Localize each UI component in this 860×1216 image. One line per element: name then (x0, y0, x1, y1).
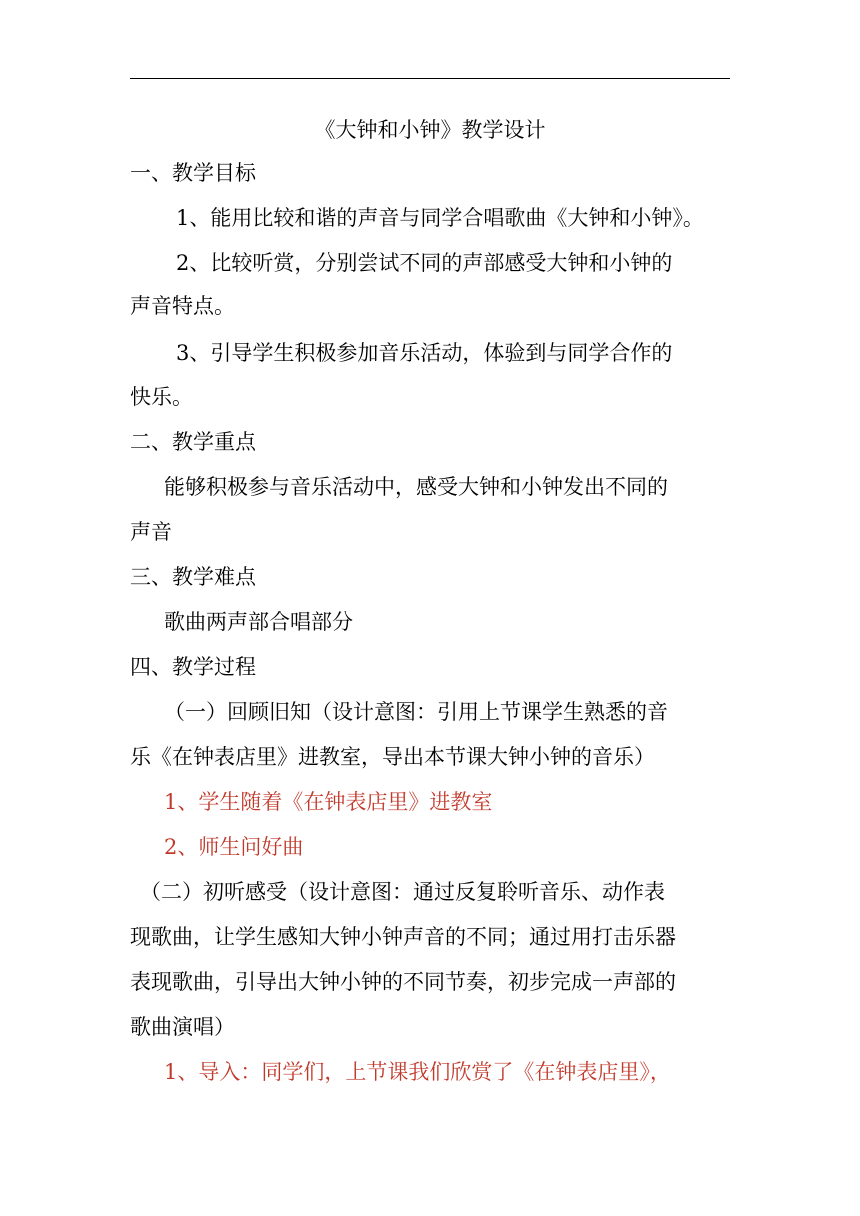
process-part-2-step-1: 1、导入：同学们，上节课我们欣赏了《在钟表店里》， (164, 1060, 671, 1084)
key-points-heading: 二、教学重点 (130, 430, 256, 454)
key-points-line-1: 能够积极参与音乐活动中，感受大钟和小钟发出不同的 (164, 475, 668, 499)
process-part-1-line-2: 乐《在钟表店里》进教室，导出本节课大钟小钟的音乐） (130, 745, 655, 769)
objective-2-line-2: 声音特点。 (130, 294, 235, 318)
process-part-1-line-1: （一）回顾旧知（设计意图：引用上节课学生熟悉的音 (164, 700, 668, 724)
header-rule (130, 78, 730, 79)
document-title: 《大钟和小钟》教学设计 (314, 118, 546, 142)
process-part-2-line-1: （二）初听感受（设计意图：通过反复聆听音乐、动作表 (140, 880, 665, 904)
difficulties-line-1: 歌曲两声部合唱部分 (164, 610, 353, 634)
difficulties-heading: 三、教学难点 (130, 565, 256, 589)
process-part-1-step-1: 1、学生随着《在钟表店里》进教室 (164, 790, 493, 814)
process-part-2-line-4: 歌曲演唱） (130, 1015, 235, 1039)
process-part-2-line-3: 表现歌曲，引导出大钟小钟的不同节奏，初步完成一声部的 (130, 970, 676, 994)
objective-3-line-1: 3、引导学生积极参加音乐活动，体验到与同学合作的 (176, 341, 673, 365)
process-part-1-step-2: 2、师生问好曲 (164, 835, 304, 859)
objective-2-line-1: 2、比较听赏，分别尝试不同的声部感受大钟和小钟的 (176, 251, 673, 275)
objective-3-line-2: 快乐。 (130, 385, 193, 409)
objective-1: 1、能用比较和谐的声音与同学合唱歌曲《大钟和小钟》。 (176, 206, 704, 230)
key-points-line-2: 声音 (130, 520, 172, 544)
process-heading: 四、教学过程 (130, 655, 256, 679)
objectives-heading: 一、教学目标 (130, 161, 256, 185)
process-part-2-line-2: 现歌曲，让学生感知大钟小钟声音的不同；通过用打击乐器 (130, 925, 676, 949)
